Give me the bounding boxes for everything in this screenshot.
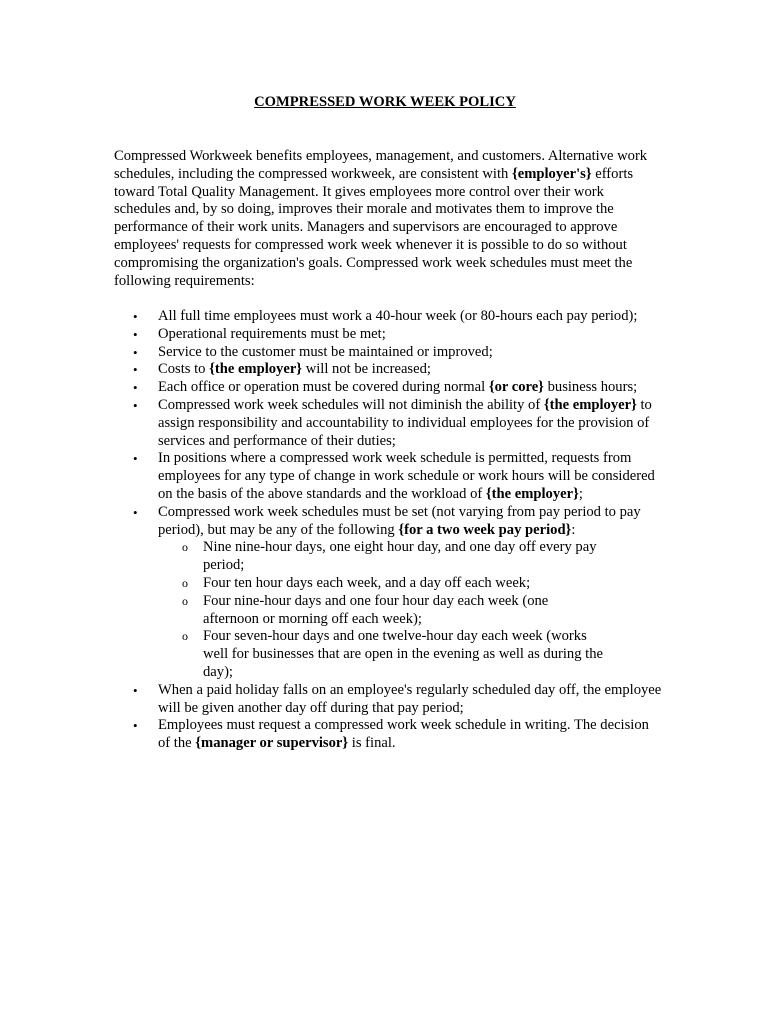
requirement-item — [114, 326, 664, 344]
bullet-icon: • — [133, 362, 138, 378]
schedule-option-text: Nine nine-hour days, one eight hour day, and one day off every pay period; — [203, 539, 597, 574]
requirement-text — [158, 397, 652, 449]
schedule-option-item — [158, 628, 603, 681]
requirement-item — [114, 344, 664, 362]
placeholder-text: {for a two week pay period} — [398, 521, 572, 538]
bullet-icon: • — [133, 326, 138, 342]
text-run: Compressed work week schedules will not diminish the ability of — [158, 396, 544, 413]
requirement-text — [158, 682, 661, 716]
schedule-option-item — [158, 539, 603, 575]
placeholder-text: {manager or supervisor} — [195, 735, 349, 752]
schedule-option-text: Four nine-hour days and one four hour day each week (one afternoon or morning off each week); — [203, 592, 549, 627]
text-run: ; — [578, 485, 583, 502]
bullet-icon: • — [133, 344, 138, 360]
schedule-options-list — [158, 539, 664, 681]
text-run: to assign responsibility and accountability to individual employees for the provision of services and performance of their duties; — [158, 396, 652, 449]
bullet-icon: • — [133, 451, 138, 467]
text-run: Operational requirements must be met; — [158, 325, 386, 342]
bullet-icon: • — [133, 380, 138, 396]
bullet-icon: • — [133, 718, 138, 734]
bullet-icon: • — [133, 397, 138, 413]
bullet-icon: • — [133, 682, 138, 698]
requirement-text — [158, 504, 641, 538]
text-run: When a paid holiday falls on an employee's regularly scheduled day off, the employee will be given another day off during that pay period; — [158, 681, 662, 716]
requirement-text — [158, 344, 493, 360]
requirement-text — [158, 717, 649, 751]
bullet-icon: • — [133, 309, 138, 324]
requirement-item — [114, 682, 664, 718]
schedule-option-item — [158, 575, 603, 593]
requirements-list — [114, 308, 664, 753]
requirement-item — [114, 361, 664, 379]
requirement-item — [114, 379, 664, 397]
text-run: will not be increased; — [302, 361, 431, 378]
placeholder-text: {the employer} — [209, 361, 303, 378]
requirement-text — [158, 361, 431, 377]
text-run: Each office or operation must be covered during normal — [158, 379, 489, 396]
placeholder-text: {the employer} — [485, 485, 579, 502]
text-run: All full time employees must work a 40-hour week (or 80-hours each pay period); — [158, 308, 638, 324]
requirement-text — [158, 308, 637, 324]
bullet-icon: • — [133, 504, 138, 520]
schedule-option-item — [158, 593, 603, 629]
hollow-bullet-icon: o — [182, 540, 188, 555]
requirement-item — [114, 397, 664, 450]
text-run: efforts toward Total Quality Management. It gives employees more control over their work schedules and, by so doing, improves their morale and motivates them to improve the performance of their work units. Managers and supervisors are encouraged to approve employees' requests for compressed work week whenever it is possible to do so without compromising the organization's goals. Compressed work week schedules must meet the following requirements: — [114, 165, 634, 289]
document-title: COMPRESSED WORK WEEK POLICY — [254, 94, 516, 110]
schedule-option-text: Four seven-hour days and one twelve-hour day each week (works well for businesses that are open in the evening as well as during the day); — [203, 628, 604, 680]
requirement-text — [158, 450, 655, 502]
intro-paragraph — [114, 148, 654, 290]
text-run: : — [571, 521, 576, 538]
requirement-item — [114, 450, 664, 503]
text-run: Service to the customer must be maintained or improved; — [158, 343, 493, 360]
requirement-item — [114, 504, 664, 682]
placeholder-text: {or core} — [488, 379, 544, 396]
text-run: Employees must request a compressed work week schedule in writing. The decision of the — [158, 717, 649, 752]
schedule-option-text: Four ten hour days each week, and a day off each week; — [203, 574, 531, 591]
text-run: In positions where a compressed work week schedule is permitted, requests from employees for any type of change in work schedule or work hours will be considered on the basis of the above standards and the workload of — [158, 450, 655, 502]
hollow-bullet-icon: o — [182, 575, 188, 590]
hollow-bullet-icon: o — [182, 593, 188, 608]
text-run: business hours; — [543, 379, 638, 396]
text-run: is final. — [348, 735, 396, 752]
text-run: Costs to — [158, 361, 210, 378]
placeholder-text: {the employer} — [543, 396, 637, 413]
requirement-text — [158, 326, 386, 342]
hollow-bullet-icon: o — [182, 629, 188, 644]
requirement-text — [158, 379, 637, 395]
text-run: Compressed Workweek benefits employees, management, and customers. Alternative work schedules, including the compressed workweek, are consistent with — [114, 148, 648, 182]
requirement-item — [114, 717, 664, 753]
requirement-item — [114, 308, 664, 326]
placeholder-text: {employer's} — [511, 165, 592, 182]
text-run: Compressed work week schedules must be set (not varying from pay period to pay period), but may be any of the following — [158, 503, 641, 538]
